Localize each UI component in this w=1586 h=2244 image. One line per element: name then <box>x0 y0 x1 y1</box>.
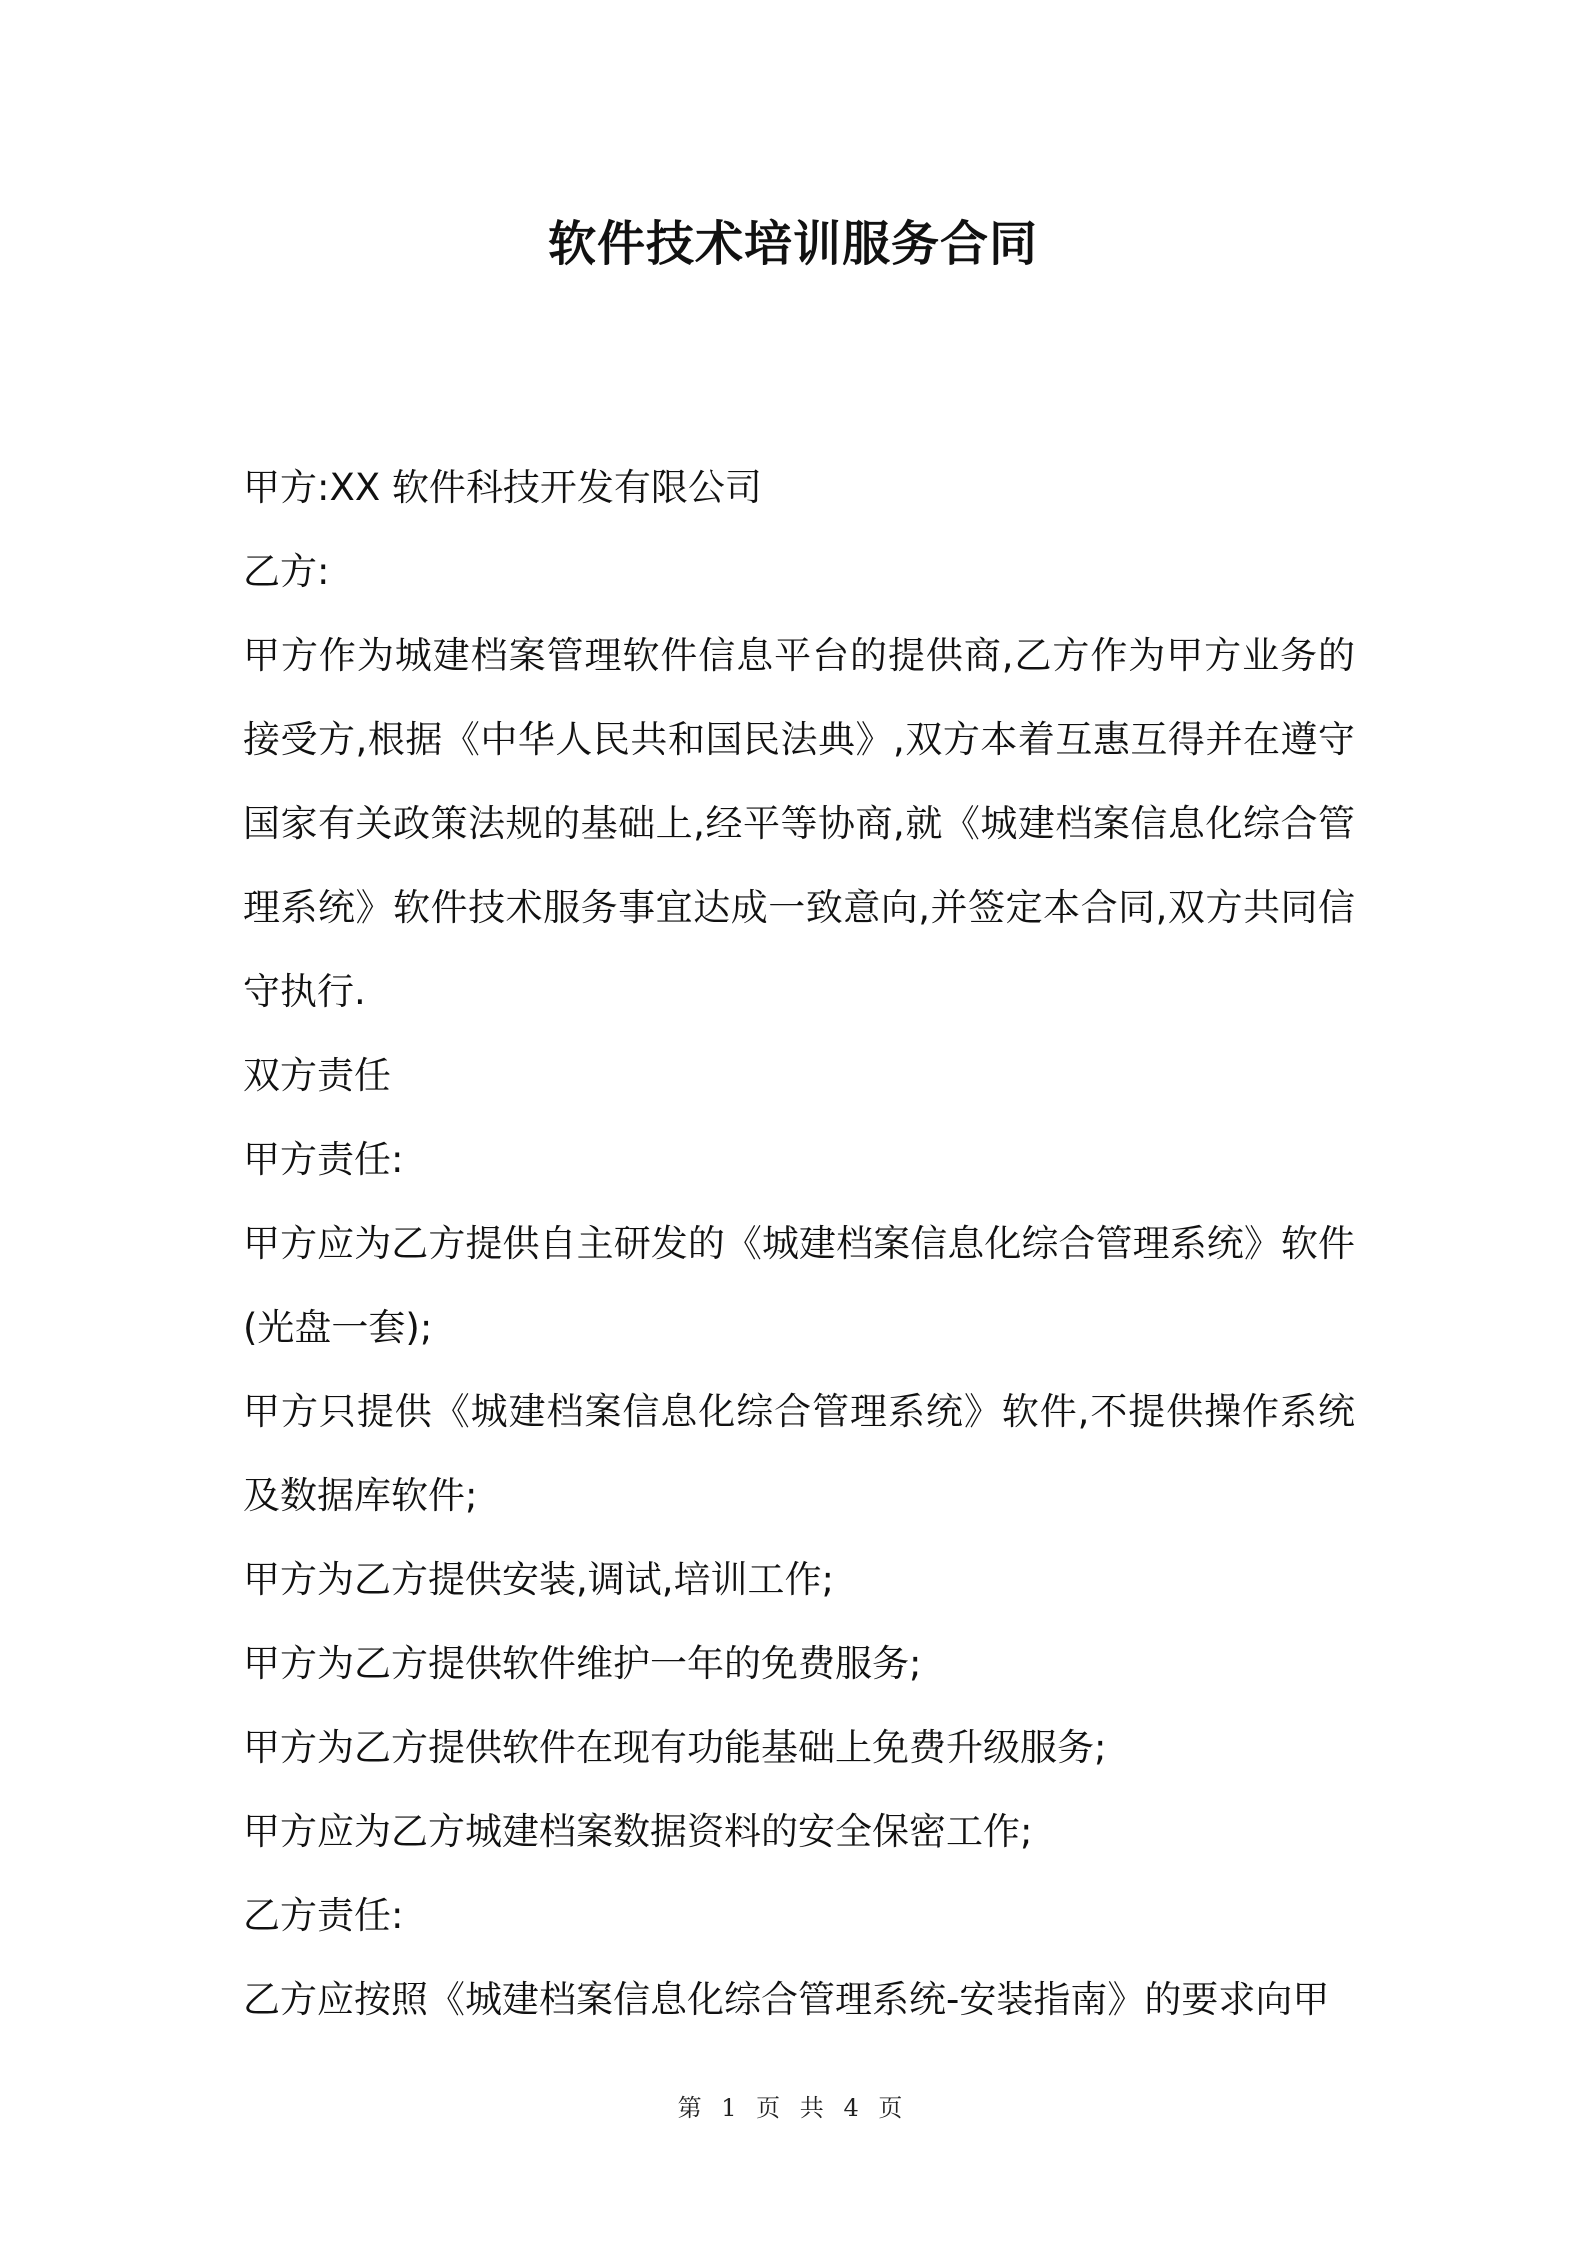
section-heading-responsibilities: 双方责任 <box>243 1054 391 1097</box>
party-b-clause: 乙方应按照《城建档案信息化综合管理系统-安装指南》的要求向甲 <box>243 1978 1330 2021</box>
party-b-responsibility-heading: 乙方责任: <box>243 1894 404 1937</box>
party-a-clause: 甲方应为乙方提供自主研发的《城建档案信息化综合管理系统》软件(光盘一套); <box>243 1222 1355 1349</box>
page-number-footer: 第 1 页 共 4 页 <box>677 2094 909 2122</box>
party-a-clause: 甲方为乙方提供安装,调试,培训工作; <box>243 1558 834 1601</box>
party-a-clause: 甲方为乙方提供软件在现有功能基础上免费升级服务; <box>243 1726 1107 1769</box>
party-b-line: 乙方: <box>243 550 330 593</box>
party-a-clause: 甲方应为乙方城建档案数据资料的安全保密工作; <box>243 1810 1033 1853</box>
document-body <box>243 446 1355 2042</box>
party-a-line: 甲方:XX 软件科技开发有限公司 <box>243 466 762 509</box>
document-title: 软件技术培训服务合同 <box>547 216 1038 272</box>
party-a-clause: 甲方为乙方提供软件维护一年的免费服务; <box>243 1642 922 1685</box>
party-a-responsibility-heading: 甲方责任: <box>243 1138 404 1181</box>
party-a-clause: 甲方只提供《城建档案信息化综合管理系统》软件,不提供操作系统及数据库软件; <box>243 1390 1355 1517</box>
preamble-paragraph: 甲方作为城建档案管理软件信息平台的提供商,乙方作为甲方业务的接受方,根据《中华人民共和国民法典》,双方本着互惠互得并在遵守国家有关政策法规的基础上,经平等协商,就《城建档案信息化综合管理系统》软件技术服务事宜达成一致意向,并签定本合同,双方共同信守执行. <box>243 634 1355 1013</box>
